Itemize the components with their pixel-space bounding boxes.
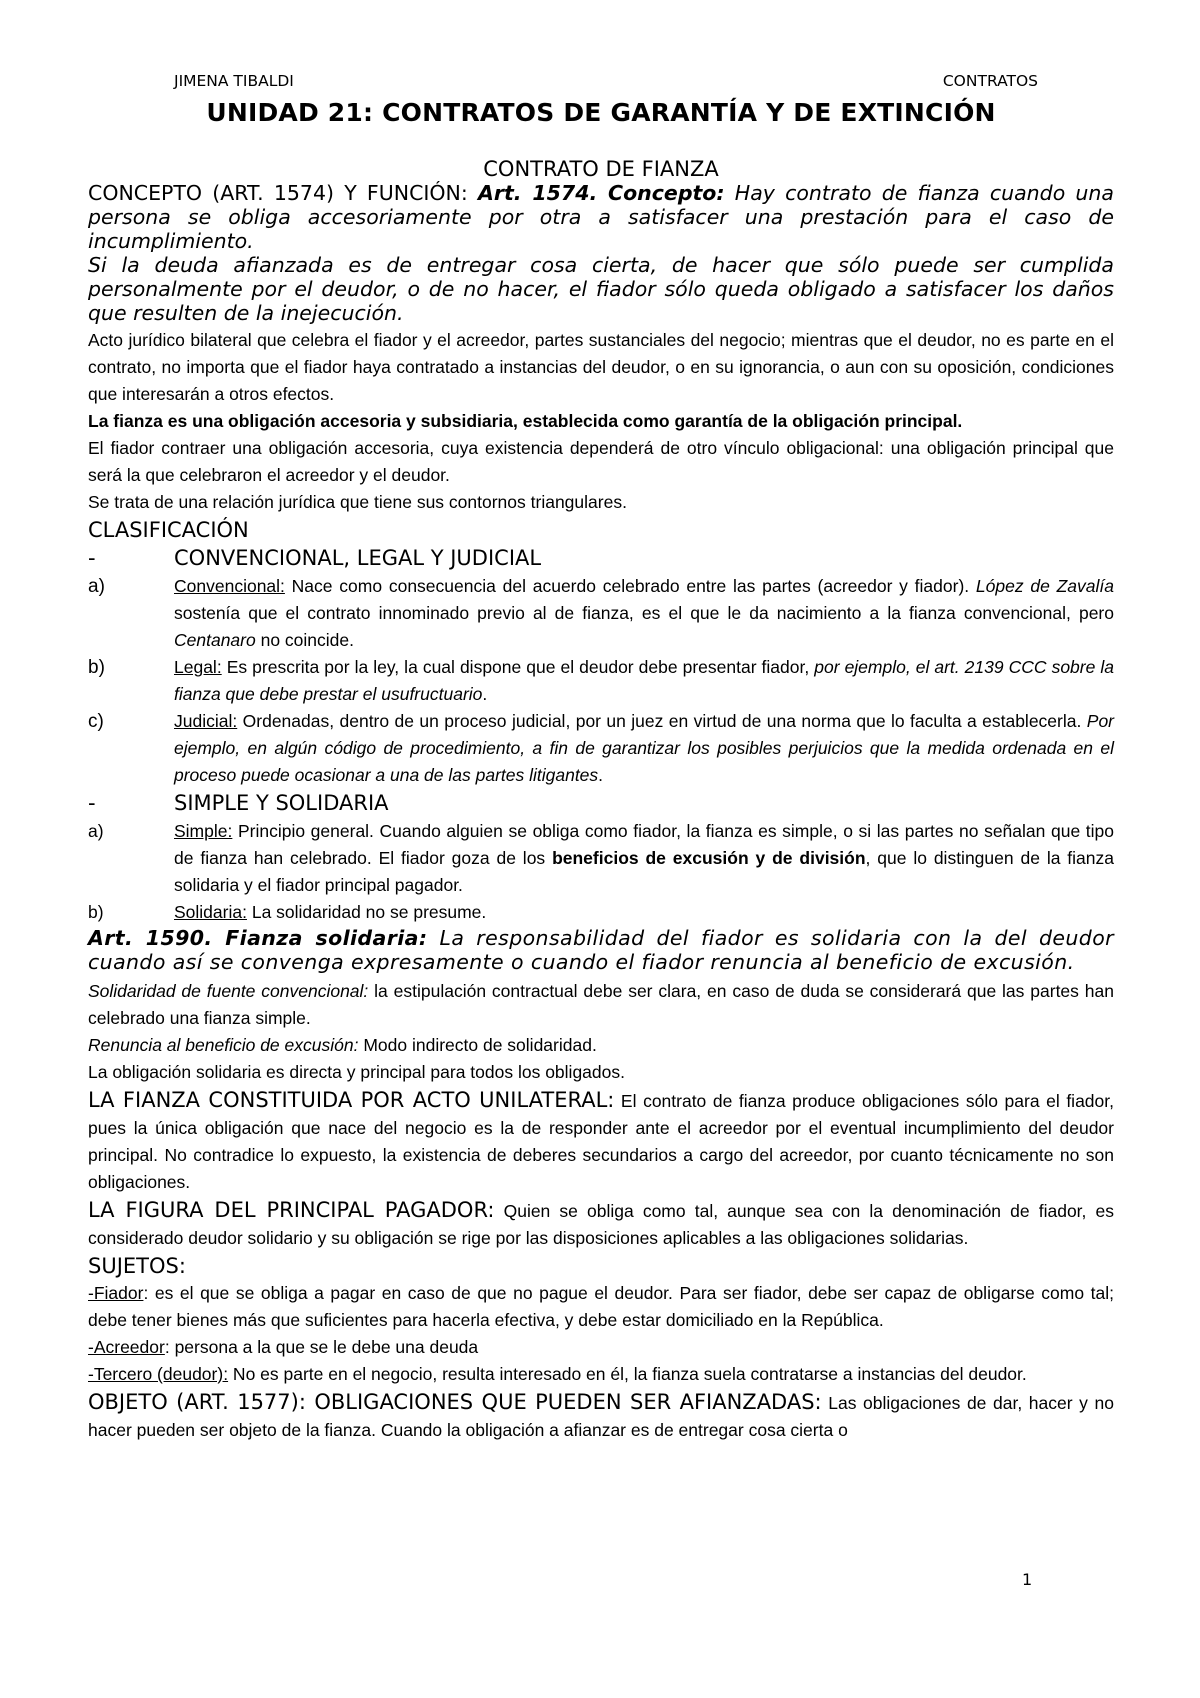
- list-label: b): [88, 657, 105, 678]
- paragraph-fianza-accesoria: La fianza es una obligación accesoria y subsidiaria, establecida como garantía de la obligación principal.: [88, 411, 963, 431]
- term-solidaria: Solidaria:: [174, 902, 247, 922]
- paragraph-fiador: El fiador contraer una obligación accesoria, cuya existencia dependerá de otro vínculo obligacional: una obligación principal que será la que celebraron el acreedor y el deudor.: [88, 438, 1114, 485]
- concepto-article: Art. 1574. Concepto:: [478, 181, 725, 205]
- author-centanaro: Centanaro: [174, 630, 256, 650]
- paragraph-triangular: Se trata de una relación jurídica que tiene sus contornos triangulares.: [88, 492, 627, 512]
- term-convencional: Convencional:: [174, 576, 285, 596]
- paragraph-principal-pagador: LA FIGURA DEL PRINCIPAL PAGADOR: Quien se obliga como tal, aunque sea con la denominación de fiador, es considerado deudor solidario y su obligación se rige por las disposiciones aplicables a las obligaciones solidarias.: [88, 1198, 1114, 1248]
- paragraph-solidaridad-convencional: Solidaridad de fuente convencional: la estipulación contractual debe ser clara, en caso de duda se considerará que las partes han celebrado una fianza simple.: [88, 981, 1114, 1028]
- concepto-label: CONCEPTO (ART. 1574) Y FUNCIÓN:: [88, 181, 468, 205]
- clasificacion-group-2: [88, 789, 1114, 818]
- section-title: CONTRATO DE FIANZA: [483, 157, 719, 181]
- header-author: JIMENA TIBALDI: [174, 72, 294, 90]
- dash-marker: -: [88, 546, 96, 570]
- page-number: 1: [1022, 1570, 1033, 1589]
- article-1590: Art. 1590. Fianza solidaria: La responsabilidad del fiador es solidaria con la del deudor cuando así se convenga expresamente o cuando el fiador renuncia al beneficio de excusión.: [88, 926, 1114, 974]
- list-label: a): [88, 576, 105, 597]
- list-label: b): [88, 902, 104, 922]
- dash-marker: -: [88, 791, 96, 815]
- concepto-text: Hay contrato de fianza cuando una persona se obliga accesoriamente por otra a satisfacer una prestación para el caso de incumplimiento.: [88, 181, 1114, 253]
- list-item-solidaria: b) Solidaria: La solidaridad no se presume.: [88, 899, 1114, 926]
- list-item-legal: b) Legal: Es prescrita por la ley, la cual dispone que el deudor debe presentar fiador, por ejemplo, el art. 2139 CCC sobre la fianza que debe prestar el usufructuario.: [88, 654, 1114, 708]
- term-legal: Legal:: [174, 657, 222, 677]
- page-header: [88, 72, 1114, 90]
- author-lopez: López de Zavalía: [975, 576, 1114, 596]
- group-title: SIMPLE Y SOLIDARIA: [174, 791, 389, 815]
- paragraph-acto-unilateral: LA FIANZA CONSTITUIDA POR ACTO UNILATERAL: El contrato de fianza produce obligaciones sólo para el fiador, pues la única obligación que nace del negocio es la de responder ante el acreedor por el eventual incumplimiento del deudor principal. No contradice lo expuesto, la existencia de deberes secundarios a cargo del acreedor, por cuanto técnicamente no son obligaciones.: [88, 1088, 1114, 1192]
- concepto-paragraph: [88, 181, 1114, 253]
- paragraph-obligacion-solidaria: La obligación solidaria es directa y principal para todos los obligados.: [88, 1062, 625, 1082]
- header-subject: CONTRATOS: [942, 72, 1038, 90]
- clasificacion-group-1: [88, 544, 1114, 573]
- list-label: c): [88, 711, 104, 732]
- group-title: CONVENCIONAL, LEGAL Y JUDICIAL: [174, 546, 542, 570]
- sujeto-tercero: -Tercero (deudor): No es parte en el negocio, resulta interesado en él, la fianza suela contratarse a instancias del deudor.: [88, 1364, 1027, 1384]
- list-item-judicial: c) Judicial: Ordenadas, dentro de un proceso judicial, por un juez en virtud de una norma que lo faculta a establecerla. Por ejemplo, en algún código de procedimiento, a fin de garantizar los posibles perjuicios que la medida ordenada en el proceso puede ocasionar a una de las partes litigantes.: [88, 708, 1114, 789]
- term-simple: Simple:: [174, 821, 233, 841]
- heading-principal-pagador: LA FIGURA DEL PRINCIPAL PAGADOR:: [88, 1198, 495, 1222]
- sujetos-heading: SUJETOS:: [88, 1254, 186, 1278]
- heading-acto-unilateral: LA FIANZA CONSTITUIDA POR ACTO UNILATERAL:: [88, 1088, 615, 1112]
- clasificacion-heading: CLASIFICACIÓN: [88, 518, 249, 542]
- paragraph-objeto: OBJETO (ART. 1577): OBLIGACIONES QUE PUEDEN SER AFIANZADAS: Las obligaciones de dar, hacer y no hacer pueden ser objeto de la fianza. Cuando la obligación a afianzar es de entregar cosa cierta o: [88, 1390, 1114, 1440]
- paragraph-acto-juridico: Acto jurídico bilateral que celebra el fiador y el acreedor, partes sustanciales del negocio; mientras que el deudor, no es parte en el contrato, no importa que el fiador haya contratado a instancias del deudor, o en su ignorancia, o aun con su oposición, condiciones que interesarán a otros efectos.: [88, 330, 1114, 404]
- document-title: UNIDAD 21: CONTRATOS DE GARANTÍA Y DE EXTINCIÓN: [206, 98, 996, 127]
- list-label: a): [88, 821, 104, 841]
- concepto-text-2: Si la deuda afianzada es de entregar cosa cierta, de hacer que sólo puede ser cumplida personalmente por el deudor, o de no hacer, el fiador sólo queda obligado a satisfacer los daños que resulten de la inejecución.: [88, 253, 1114, 325]
- list-item-convencional: a) Convencional: Nace como consecuencia del acuerdo celebrado entre las partes (acreedor y fiador). López de Zavalía sostenía que el contrato innominado previo al de fianza, es el que le da nacimiento a la fianza convencional, pero Centanaro no coincide.: [88, 573, 1114, 654]
- list-item-simple: a) Simple: Principio general. Cuando alguien se obliga como fiador, la fianza es simple, o si las partes no señalan que tipo de fianza han celebrado. El fiador goza de los beneficios de excusión y de división, que lo distinguen de la fianza solidaria y el fiador principal pagador.: [88, 818, 1114, 899]
- paragraph-renuncia: Renuncia al beneficio de excusión: Modo indirecto de solidaridad.: [88, 1035, 597, 1055]
- sujeto-acreedor: -Acreedor: persona a la que se le debe una deuda: [88, 1337, 479, 1357]
- term-judicial: Judicial:: [174, 711, 238, 731]
- heading-objeto: OBJETO (ART. 1577): OBLIGACIONES QUE PUEDEN SER AFIANZADAS:: [88, 1390, 822, 1414]
- document-page: [88, 72, 1114, 1444]
- sujeto-fiador: -Fiador: es el que se obliga a pagar en caso de que no pague el deudor. Para ser fiador, debe ser capaz de obligarse como tal; debe tener bienes más que suficientes para hacerla efectiva, y debe estar domiciliado en la República.: [88, 1283, 1114, 1330]
